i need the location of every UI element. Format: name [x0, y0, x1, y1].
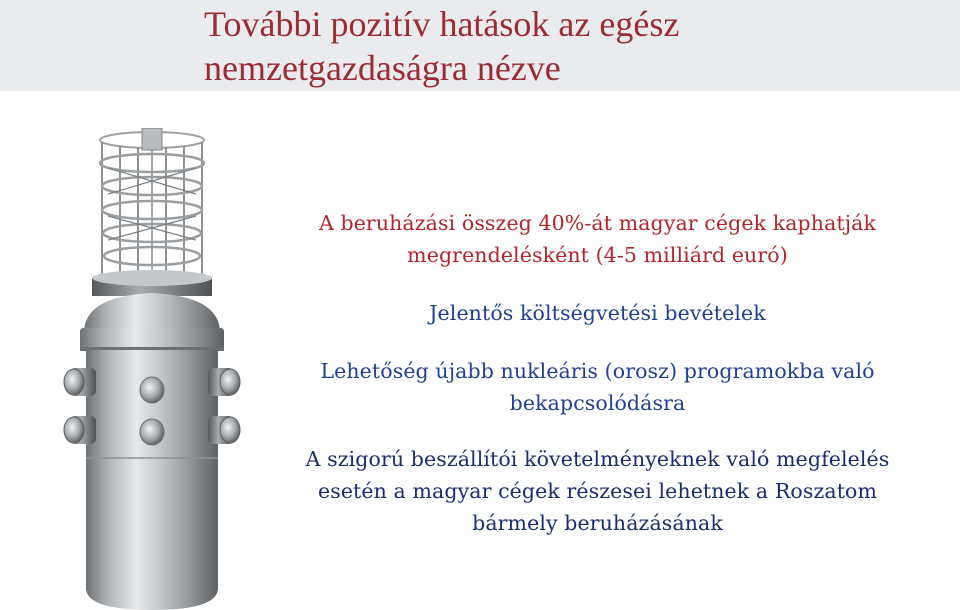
- benefit-line: A beruházási összeg 40%-át magyar cégek kaphatják: [318, 211, 877, 235]
- reactor-vessel-illustration: [62, 128, 242, 610]
- benefit-item-budget-revenue: [240, 297, 955, 329]
- page-title: [204, 2, 679, 90]
- benefit-line: bekapcsolódásra: [509, 391, 686, 415]
- benefit-item-investment-share: [240, 207, 955, 271]
- benefit-line: esetén a magyar cégek részesei lehetnek a Roszatom: [317, 479, 878, 503]
- benefit-line: Lehetőség újabb nukleáris (orosz) programokba való: [320, 359, 875, 383]
- benefit-line: Jelentős költségvetési bevételek: [429, 301, 766, 325]
- benefit-item-supplier-requirements: [240, 443, 955, 539]
- benefit-line: A szigorú beszállítói követelményeknek való megfelelés: [305, 447, 890, 471]
- benefit-item-nuclear-programs: [240, 355, 955, 419]
- title-line-2: nemzetgazdaságra nézve: [204, 48, 561, 88]
- title-line-1: További pozitív hatások az egész: [204, 4, 680, 44]
- benefits-list: [240, 207, 955, 539]
- benefit-line: bármely beruházásának: [472, 511, 723, 535]
- benefit-line: megrendelésként (4-5 milliárd euró): [407, 243, 788, 267]
